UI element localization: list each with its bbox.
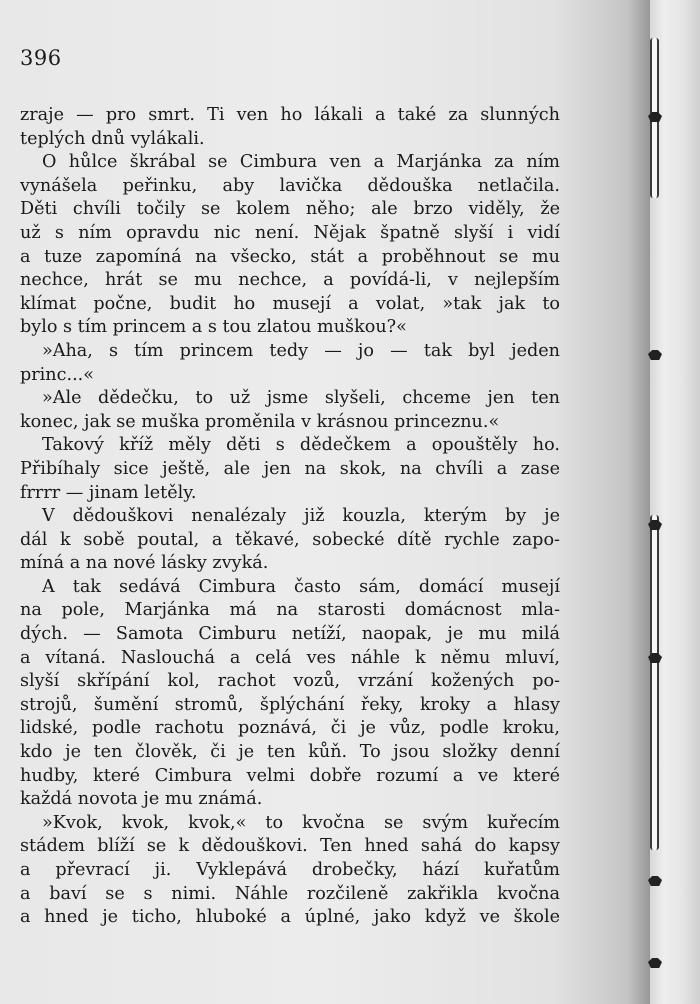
text-line: dých. — Samota Cimburu netíží, naopak, je mu milá — [20, 624, 560, 645]
text-line: teplých dnů vylákali. — [20, 128, 205, 149]
text-line: bylo s tím princem a s tou zlatou muškou?« — [20, 317, 407, 338]
text-line: a tuze zapomíná na všecko, stát a proběhnout se mu — [20, 246, 560, 267]
text-line: »Aha, s tím princem tedy — jo — tak byl jeden — [42, 340, 560, 361]
text-line: konec, jak se muška proměnila v krásnou princeznu.« — [20, 411, 500, 432]
text-line: každá novota je mu známá. — [20, 789, 263, 810]
text-line: už s ním opravdu nic není. Nějak špatně slyší i vidí — [20, 222, 560, 243]
text-line: O hůlce škrábal se Cimbura ven a Marjánka za ním — [42, 152, 560, 173]
text-line: »Kvok, kvok, kvok,« to kvočna se svým kuřecím — [42, 812, 560, 833]
text-line: princ...« — [20, 364, 95, 385]
text-line: V dědouškovi nenalézaly již kouzla, kterým by je — [42, 506, 560, 527]
text-line: vynášela peřinku, aby lavička dědouška netlačila. — [20, 175, 560, 196]
text-line: strojů, šumění stromů, šplýchání řeky, kroky a hlasy — [20, 694, 560, 715]
text-line: a baví se s nimi. Náhle rozčileně zakřikla kvočna — [20, 883, 560, 904]
text-line: a převrací ji. Vyklepává drobečky, hází kuřatům — [20, 860, 560, 880]
text-line: a hned je ticho, hluboké a úplné, jako když ve škole — [20, 907, 560, 928]
text-line: slyší skřípání kol, rachot vozů, vrzání kožených po- — [20, 671, 560, 692]
text-line: A tak sedává Cimbura často sám, domácí musejí — [42, 576, 560, 597]
text-line: Děti chvíli točily se kolem něho; ale brzo viděly, že — [20, 199, 560, 220]
text-line: Takový kříž měly děti s dědečkem a opouštěly ho. — [42, 435, 560, 456]
text-line: zraje — pro smrt. Ti ven ho lákali a také za slunných — [20, 105, 560, 125]
text-line: na pole, Marjánka má na starosti domácnost mla- — [20, 600, 560, 621]
text-line: lidské, podle rachotu poznává, či je vůz, podle kroku, — [20, 718, 560, 739]
text-line: hudby, které Cimbura velmi dobře rozumí a ve které — [20, 765, 560, 786]
page-number: 396 — [20, 46, 62, 70]
text-line: Přibíhaly sice ještě, ale jen na skok, na chvíli a zase — [20, 458, 560, 479]
gutter-shadow — [628, 0, 650, 1004]
text-line: nechce, hrát se mu nechce, a povídá-li, v nejlepším — [20, 270, 560, 291]
binding-thread-lower — [650, 515, 659, 850]
text-line: stádem blíží se k dědouškovi. Ten hned sahá do kapsy — [20, 836, 560, 857]
text-line: frrrr — jinam letěly. — [20, 482, 197, 503]
text-line: »Ale dědečku, to už jsme slyšeli, chceme jen ten — [42, 388, 560, 409]
text-line: míná a na nové lásky zvyká. — [20, 553, 269, 574]
text-line: dál k sobě poutal, a těkavé, sobecké dítě rychle zapo- — [20, 529, 560, 550]
text-line: kdo je ten člověk, či je ten kůň. To jsou složky denní — [20, 742, 560, 763]
body-text — [20, 104, 560, 930]
text-line: klímat počne, budit ho musejí a volat, »tak jak to — [20, 293, 560, 314]
text-line: a vítaná. Naslouchá a celá ves náhle k němu mluví, — [20, 647, 560, 668]
